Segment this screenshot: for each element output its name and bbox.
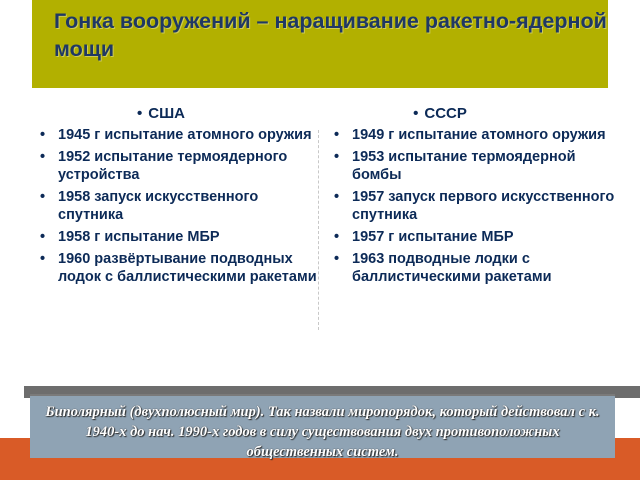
list-item-text: 1958 запуск искусственного спутника xyxy=(58,189,259,223)
usa-heading-label: США xyxy=(148,105,185,122)
definition-box xyxy=(30,394,615,458)
ussr-column xyxy=(330,104,620,290)
list-item xyxy=(36,148,326,184)
bullet-icon: • xyxy=(334,251,340,267)
bullet-icon: • xyxy=(334,127,340,143)
list-item-text: 1958 г испытание МБР xyxy=(58,229,220,245)
list-item xyxy=(330,126,620,144)
slide-title: Гонка вооружений – наращивание ракетно-ядерной мощи xyxy=(54,9,607,61)
bullet-icon: • xyxy=(40,127,46,143)
bullet-icon: • xyxy=(413,105,419,122)
list-item xyxy=(330,148,620,184)
list-item-text: 1960 развёртывание подводных лодок с баллистическими ракетами xyxy=(58,251,317,285)
list-item-text: 1957 запуск первого искусственного спутника xyxy=(352,189,615,223)
usa-column xyxy=(36,104,326,290)
list-item-text: 1957 г испытание МБР xyxy=(352,229,514,245)
bullet-icon: • xyxy=(334,229,340,245)
list-item-text: 1945 г испытание атомного оружия xyxy=(58,127,312,143)
list-item xyxy=(330,228,620,246)
bullet-icon: • xyxy=(136,105,143,122)
list-item xyxy=(36,188,326,224)
list-item-text: 1953 испытание термоядерной бомбы xyxy=(352,149,576,183)
bullet-icon: • xyxy=(334,149,340,165)
ussr-heading xyxy=(330,104,550,124)
bullet-icon: • xyxy=(334,189,340,205)
bullet-icon: • xyxy=(40,229,46,245)
list-item-text: 1963 подводные лодки с баллистическими ракетами xyxy=(352,251,552,285)
bottom-band xyxy=(0,386,640,466)
definition-text: Биполярный (двухполюсный мир). Так назвали миропорядок, который действовал с к. 1940-х до нач. 1990-х годов в силу существования двух противоположных общественных систем. xyxy=(45,404,600,460)
bullet-icon: • xyxy=(40,189,46,205)
list-item-text: 1952 испытание термоядерного устройства xyxy=(58,149,288,183)
title-banner xyxy=(32,0,608,88)
usa-list xyxy=(36,126,326,286)
column-divider xyxy=(318,130,319,330)
list-item-text: 1949 г испытание атомного оружия xyxy=(352,127,606,143)
list-item xyxy=(330,188,620,224)
ussr-list xyxy=(330,126,620,286)
list-item xyxy=(36,250,326,286)
usa-heading xyxy=(36,104,286,124)
list-item xyxy=(36,126,326,144)
list-item xyxy=(36,228,326,246)
ussr-heading-label: СССР xyxy=(424,105,467,122)
bullet-icon: • xyxy=(40,149,46,165)
bullet-icon: • xyxy=(40,251,46,267)
list-item xyxy=(330,250,620,286)
